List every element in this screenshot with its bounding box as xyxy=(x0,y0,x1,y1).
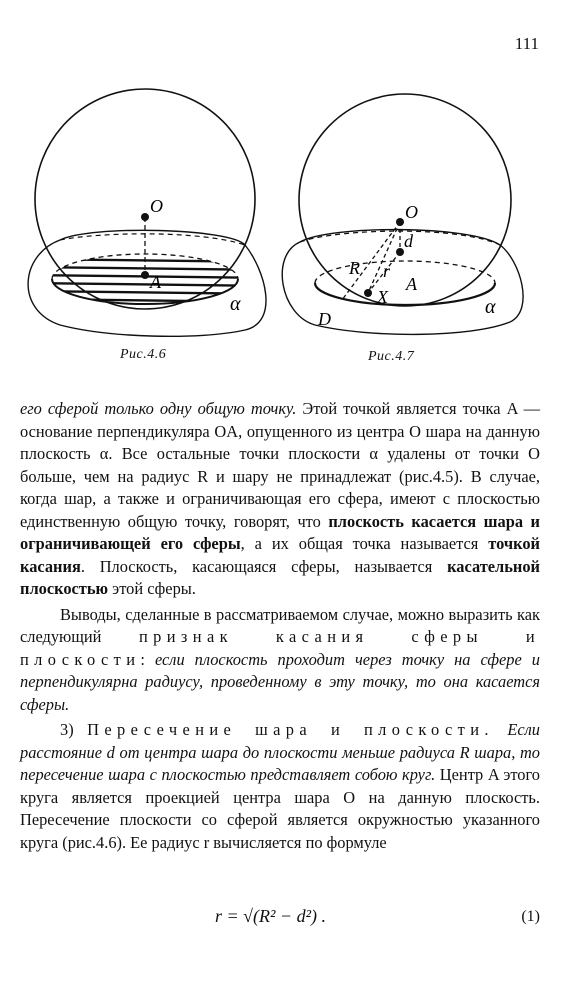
label-o-2: O xyxy=(405,202,418,222)
p2-colon: : xyxy=(140,649,155,669)
label-o: O xyxy=(150,196,163,216)
p1-bold-tangent-plane: касательной плоскостью xyxy=(20,556,540,598)
label-d: d xyxy=(404,231,413,251)
p1-bold-touch-point: точкой касания xyxy=(20,534,540,576)
formula-number: (1) xyxy=(521,908,540,925)
figure-4-6 xyxy=(28,89,270,336)
point-o-2 xyxy=(396,218,404,226)
p2-text-a: Выводы, сделанные в рассматриваемом случае, можно выразить как следующий xyxy=(20,604,540,646)
body-text xyxy=(20,398,540,854)
p1-italic-start: его сферой только одну общую точку. xyxy=(20,399,297,418)
section-ellipse-back-2 xyxy=(315,261,495,283)
caption-fig-4-7: Рис.4.7 xyxy=(368,349,415,364)
sphere-2 xyxy=(299,94,511,306)
paragraph-1 xyxy=(20,398,540,601)
point-o xyxy=(141,213,149,221)
paragraph-2 xyxy=(20,604,540,717)
p3-spaced-heading: Пересечение шара и плоскости. xyxy=(87,720,494,739)
p1-text-b: , а их общая точка называется xyxy=(240,534,489,553)
page-number: 111 xyxy=(514,34,539,53)
p2-spaced-sign: признак касания сферы и плоскости xyxy=(20,627,541,669)
label-a: A xyxy=(150,272,161,292)
p1-text-d: этой сферы. xyxy=(108,579,196,598)
label-r-small: r xyxy=(383,261,391,281)
label-point-d: D xyxy=(318,309,331,329)
p1-text-c: . Плоскость, касающаяся сферы, называется xyxy=(80,556,448,576)
point-a xyxy=(141,271,149,279)
label-alpha-2: α xyxy=(485,296,496,318)
figure-4-7 xyxy=(282,94,523,334)
p2-italic-statement: если плоскость проходит через точку на сфере и перпендикулярна радиусу, проведенному в эту точку, то она касается сферы. xyxy=(20,649,540,714)
p1-bold-tangent: плоскость касается шара и ограничивающей его сферы xyxy=(20,511,540,553)
label-alpha: α xyxy=(230,293,241,315)
p3-number: 3) xyxy=(60,720,88,739)
caption-fig-4-6: Рис.4.6 xyxy=(120,347,167,362)
formula-expression: r = √(R² − d²) . xyxy=(215,906,326,926)
paragraph-3 xyxy=(20,719,540,854)
label-a-2: A xyxy=(406,274,417,294)
label-r-big: R xyxy=(349,258,360,278)
point-a-2 xyxy=(396,248,404,256)
formula-1 xyxy=(20,900,540,940)
p3-italic-statement: Если расстояние d от центра шара до плоскости меньше радиуса R шара, то пересечение шара с плоскостью представляет собою круг. xyxy=(20,720,540,784)
label-x: X xyxy=(377,287,388,307)
p3-text: Центр A этого круга является проекцией центра шара O на данную плоскость. Пересечение плоскости со сферой является окружностью указанного круга (рис.4.6). Ее радиус r вычисляется по формуле xyxy=(20,765,541,852)
section-ellipse-front-2 xyxy=(315,283,495,305)
point-x xyxy=(364,289,372,297)
figures xyxy=(0,0,561,400)
p1-text-a: Этой точкой является точка A — основание перпендикуляра OA, опущенного из центра O шара на данную плоскость α. Все остальные точки плоскости α удалены от точки O больше, чем на радиус R и шару не принадлежат (рис.4.5). В случае, когда шар, а также и ограничивающая его сфера, имеют с плоскостью единственную общую точку, говорят, что xyxy=(20,399,540,531)
